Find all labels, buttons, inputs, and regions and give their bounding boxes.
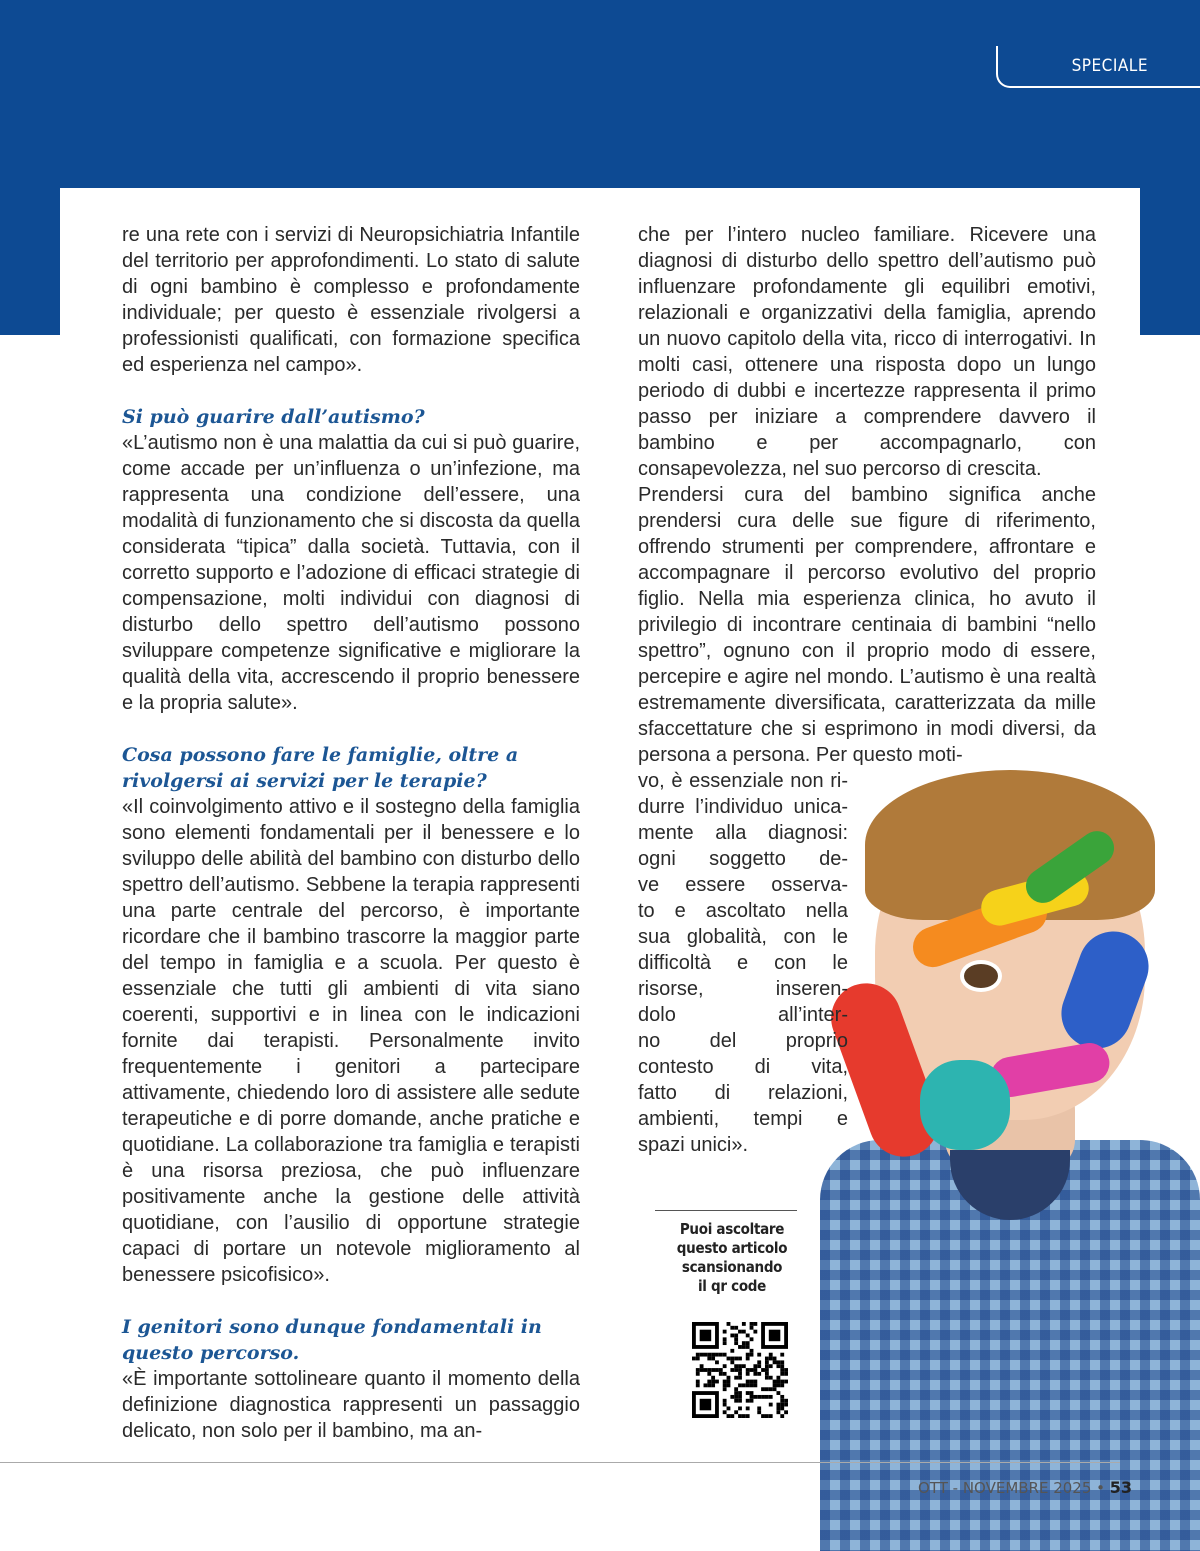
wrapped-line: durre l’individuo unica- [638,796,848,818]
qr-caption-line: il qr code [697,1277,767,1295]
wrapped-line: spazi unici». [638,1134,749,1156]
answer-paragraph: «L’autismo non è una malattia da cui si può guarire, come accade per un’influenza o un’infezione, ma rappresenta una condizione dell’essere, una modalità di funzionamento che si discosta da quella considerata “tipica” dalla società. Tuttavia, con il corretto supporto e l’adozione di efficaci strategie di compensazione, molti individui con diagnosi di disturbo dello spettro dell’autismo possono sviluppare competenze significative e migliorare la qualità della vita, accrescendo il proprio benessere e la propria salute». [122,432,580,714]
qr-code-icon[interactable] [692,1322,788,1418]
wrapped-line: ve essere osserva- [638,874,848,896]
footer-rule [0,1462,1120,1463]
paragraph: che per l’intero nucleo familiare. Ricevere una diagnosi di disturbo dello spettro dell’autismo può influenzare profondamente gli equilibri emotivi, relazionali e organizzativi della famiglia, aprendo un nuovo capitolo della vita, ricco di interrogativi. In molti casi, ottenere una risposta dopo un lungo periodo di dubbi e incertezze rappresenta il primo passo per iniziare a comprendere davvero il bambino e per accompagnarlo, con consapevolezza, nel suo percorso di crescita. [638,224,1096,480]
question-heading: I genitori sono dunque fondamentali in questo percorso. [122,1316,542,1364]
issue-date: OTT - NOVEMBRE 2025 • [918,1479,1106,1497]
wrapped-line: ambienti, tempi e [638,1108,848,1130]
section-label: SPECIALE [1071,56,1148,76]
paragraph: Prendersi cura del bambino significa anche prendersi cura delle sue figure di riferimento, offrendo strumenti per comprendere, affrontare e accompagnare il percorso evolutivo del proprio figlio. Nella mia esperienza clinica, ho avuto il privilegio di incontrare centinaia di bambini “nello spettro”, ognuno con il proprio modo di essere, percepire e agire nel mondo. L’autismo è una realtà estremamente diversificata, caratterizzata da mille sfaccettature che si esprimono in modi diversi, da persona a persona. Per questo moti- [638,484,1096,766]
right-column [638,222,1096,1158]
page-number: 53 [1109,1478,1133,1497]
wrapped-text [638,768,848,1158]
paragraph: re una rete con i servizi di Neuropsichiatria Infantile del territorio per approfondimenti. Lo stato di salute di ogni bambino è complesso e profondamente individuale; per questo è essenziale rivolgersi a professionisti qualificati, con formazione specifica ed esperienza nel campo». [122,224,580,376]
wrapped-line: mente alla diagnosi: [638,822,848,844]
qr-divider [655,1210,797,1211]
section-tab [996,46,1200,88]
wrapped-line: sua globalità, con le [638,926,848,948]
wrapped-line: to e ascoltato nella [638,900,848,922]
left-column [122,222,580,1444]
wrapped-line: risorse, inseren- [638,978,848,1000]
wrapped-line: vo, è essenziale non ri- [638,770,848,792]
folio [918,1478,1132,1497]
question-heading: Si può guarire dall’autismo? [122,406,425,428]
qr-caption-line: scansionando [681,1258,783,1276]
answer-paragraph: «È importante sottolineare quanto il momento della definizione diagnostica rappresenti un passaggio delicato, non solo per il bambino, ma an- [122,1368,580,1442]
qr-caption-line: Puoi ascoltare [679,1220,785,1238]
wrapped-line: no del proprio [638,1030,848,1052]
question-heading: Cosa possono fare le famiglie, oltre a rivolgersi ai servizi per le terapie? [122,744,519,792]
wrapped-line: fatto di relazioni, [638,1082,848,1104]
qr-caption [662,1220,802,1296]
wrapped-line: dolo all’inter- [638,1004,848,1026]
wrapped-line: contesto di vita, [638,1056,848,1078]
answer-paragraph: «Il coinvolgimento attivo e il sostegno della famiglia sono elementi fondamentali per il benessere e lo sviluppo delle abilità del bambino con disturbo dello spettro dell’autismo. Sebbene la terapia rappresenti una parte centrale del percorso, è importante ricordare che il bambino trascorre la maggior parte del tempo in famiglia e a scuola. Per questo è essenziale che tutti gli ambienti di vita siano coerenti, supportivi e in linea con le indicazioni fornite dai terapisti. Personalmente invito frequentemente i genitori a partecipare attivamente, chiedendo loro di assistere alle sedute terapeutiche e di porre domande, anche pratiche e quotidiane. La collaborazione tra famiglia e terapisti è una risorsa preziosa, che può influenzare positivamente anche la gestione delle attività quotidiane, con l’ausilio di opportune strategie capaci di portare un notevole miglioramento al benessere psicofisico». [122,796,580,1286]
wrapped-line: difficoltà e con le [638,952,848,974]
qr-caption-line: questo articolo [676,1239,788,1257]
wrapped-line: ogni soggetto de- [638,848,848,870]
